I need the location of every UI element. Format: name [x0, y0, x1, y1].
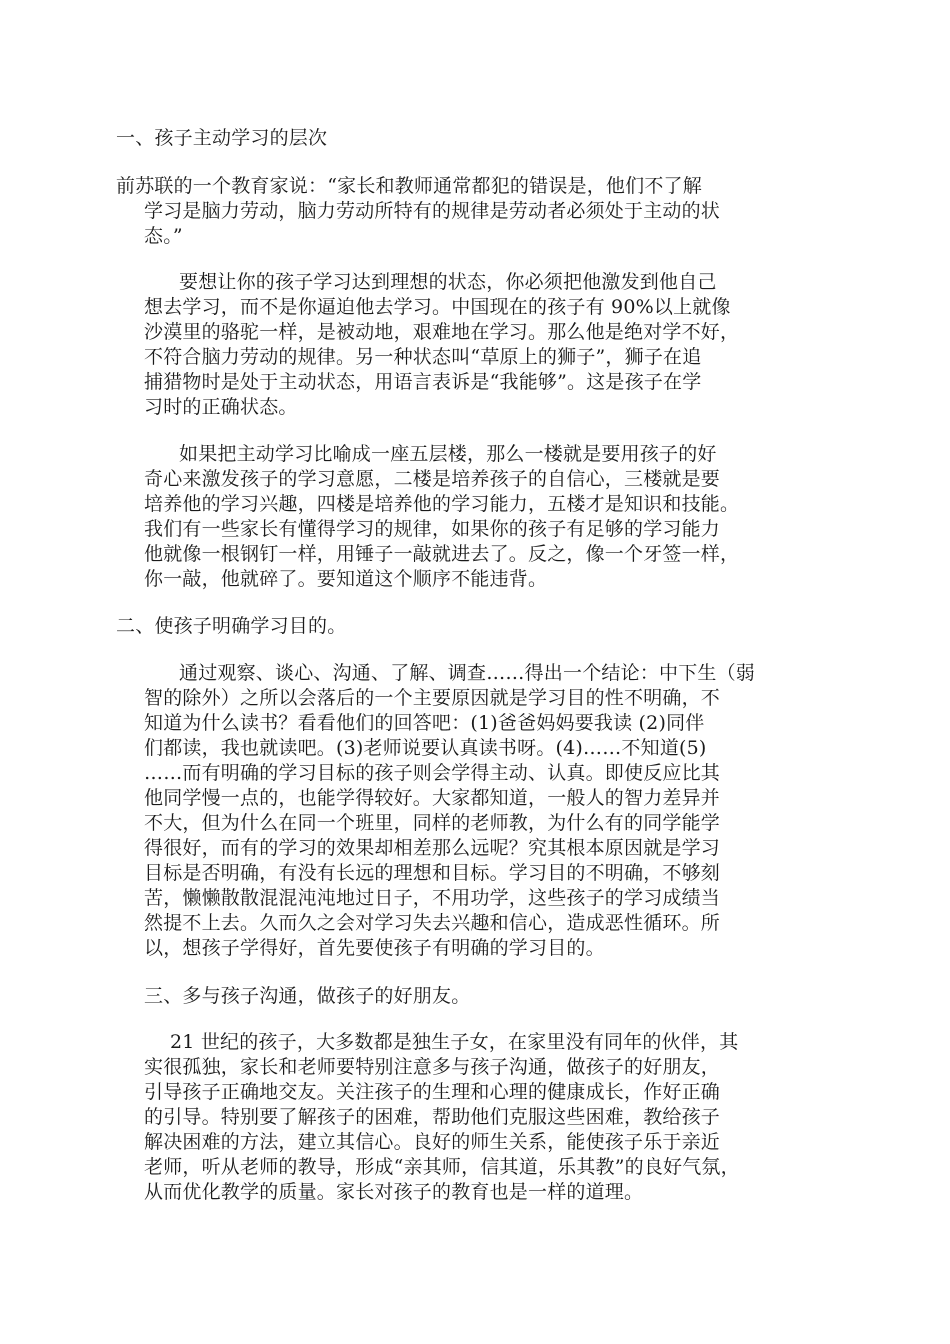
paragraph-line: 习时的正确状态。 — [144, 396, 298, 418]
paragraph-line: 引导孩子正确地交友。关注孩子的生理和心理的健康成长，作好正确 — [144, 1081, 721, 1103]
quote-line: 态。” — [144, 225, 183, 247]
paragraph-line: 苦，懒懒散散混混沌沌地过日子，不用功学，这些孩子的学习成绩当 — [144, 887, 721, 909]
paragraph-line: 不大，但为什么在同一个班里，同样的老师教，为什么有的同学能学 — [144, 812, 721, 834]
quote-line: 学习是脑力劳动，脑力劳动所特有的规律是劳动者必须处于主动的状 — [144, 200, 721, 222]
paragraph-line: 解决困难的方法，建立其信心。良好的师生关系，能使孩子乐于亲近 — [144, 1131, 721, 1153]
paragraph-line: 奇心来激发孩子的学习意愿，二楼是培养孩子的自信心，三楼就是要 — [144, 468, 721, 490]
heading-1: 一、孩子主动学习的层次 — [116, 127, 328, 149]
paragraph-line: 他同学慢一点的，也能学得较好。大家都知道，一般人的智力差异并 — [144, 787, 721, 809]
paragraph-line: 目标是否明确，有没有长远的理想和目标。学习目的不明确，不够刻 — [144, 862, 721, 884]
paragraph-line: 老师，听从老师的教导，形成“亲其师，信其道，乐其教”的良好气氛， — [144, 1156, 740, 1178]
paragraph-line: 21 世纪的孩子，大多数都是独生子女，在家里没有同年的伙伴，其 — [170, 1031, 739, 1053]
paragraph-line: 你一敲，他就碎了。要知道这个顺序不能违背。 — [144, 568, 548, 590]
quote-line: 前苏联的一个教育家说：“家长和教师通常都犯的错误是，他们不了解 — [116, 175, 702, 197]
paragraph-line: 从而优化教学的质量。家长对孩子的教育也是一样的道理。 — [144, 1181, 644, 1203]
paragraph-line: 的引导。特别要了解孩子的困难，帮助他们克服这些困难，教给孩子 — [144, 1106, 721, 1128]
paragraph-line: 我们有一些家长有懂得学习的规律，如果你的孩子有足够的学习能力 — [144, 518, 721, 540]
paragraph-line: 他就像一根钢钉一样，用锤子一敲就进去了。反之，像一个牙签一样， — [144, 543, 740, 565]
paragraph-line: 通过观察、谈心、沟通、了解、调查……得出一个结论：中下生（弱 — [179, 662, 756, 684]
paragraph-line: 培养他的学习兴趣，四楼是培养他的学习能力，五楼才是知识和技能。 — [144, 493, 740, 515]
paragraph-line: 智的除外）之所以会落后的一个主要原因就是学习目的性不明确，不 — [144, 687, 721, 709]
paragraph-line: 如果把主动学习比喻成一座五层楼，那么一楼就是要用孩子的好 — [179, 443, 717, 465]
paragraph-line: 捕猎物时是处于主动状态，用语言表诉是“我能够”。这是孩子在学 — [144, 371, 702, 393]
paragraph-line: 实很孤独，家长和老师要特别注意多与孩子沟通，做孩子的好朋友， — [144, 1056, 721, 1078]
paragraph-line: 要想让你的孩子学习达到理想的状态，你必须把他激发到他自己 — [179, 271, 717, 293]
heading-2: 二、使孩子明确学习目的。 — [116, 615, 347, 637]
paragraph-line: 们都读，我也就读吧。(3)老师说要认真读书呀。(4)……不知道(5) — [144, 737, 707, 759]
paragraph-line: 知道为什么读书？看看他们的回答吧：(1)爸爸妈妈要我读 (2)同伴 — [144, 712, 705, 734]
heading-3: 三、多与孩子沟通，做孩子的好朋友。 — [144, 985, 471, 1007]
paragraph-line: 然提不上去。久而久之会对学习失去兴趣和信心，造成恶性循环。所 — [144, 912, 721, 934]
paragraph-line: 想去学习，而不是你逼迫他去学习。中国现在的孩子有 90%以上就像 — [144, 296, 731, 318]
paragraph-line: 沙漠里的骆驼一样，是被动地，艰难地在学习。那么他是绝对学不好， — [144, 321, 740, 343]
paragraph-line: 得很好，而有的学习的效果却相差那么远呢？究其根本原因就是学习 — [144, 837, 721, 859]
paragraph-line: ……而有明确的学习目标的孩子则会学得主动、认真。即使反应比其 — [144, 762, 721, 784]
paragraph-line: 不符合脑力劳动的规律。另一种状态叫“草原上的狮子”，狮子在追 — [144, 346, 702, 368]
paragraph-line: 以，想孩子学得好，首先要使孩子有明确的学习目的。 — [144, 937, 605, 959]
